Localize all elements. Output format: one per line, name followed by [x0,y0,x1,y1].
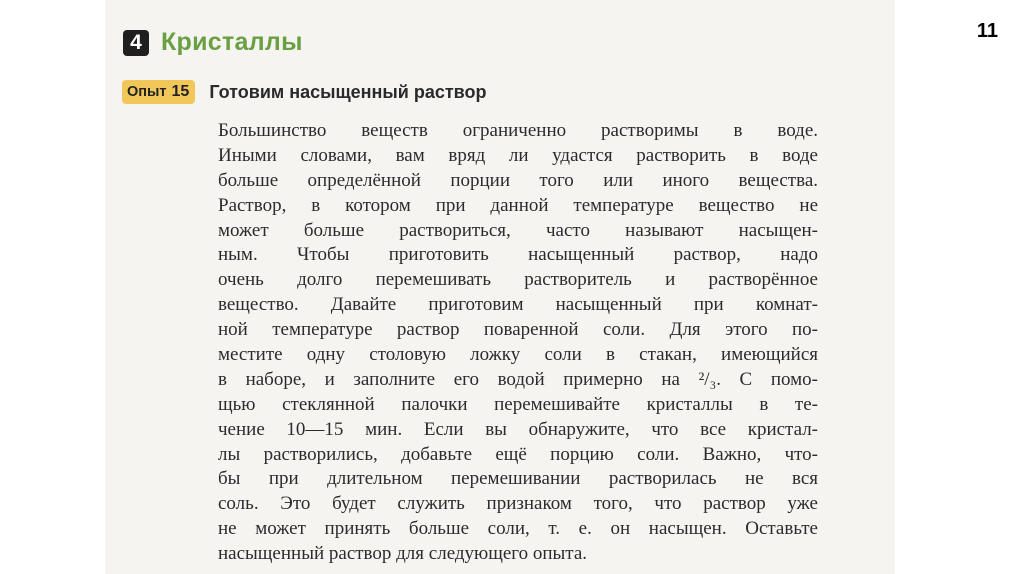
body-text-line: ной температуре раствор поваренной соли. Для этого по- [218,319,818,341]
body-text-line: насыщенный раствор для следующего опыта. [218,543,588,565]
body-text-line: не может принять больше соли, т. е. он насыщен. Оставьте [218,518,818,540]
slide-number: 11 [976,20,998,42]
chapter-number-badge: 4 [123,30,149,56]
body-text-line: Большинство веществ ограниченно растворимы в воде. [218,120,818,141]
body-text-line: в наборе, и заполните его водой примерно на ²/₃. С помо- [218,368,818,390]
textbook-page-scan [105,0,895,574]
body-text-line: очень долго перемешивать растворитель и растворённое [218,269,818,291]
body-text-line: ным. Чтобы приготовить насыщенный раствор, надо [218,244,818,266]
body-text-line: Раствор, в котором при данной температуре вещество не [218,194,818,216]
experiment-badge [122,80,195,104]
body-text-line: бы при длительном перемешивании растворилась не вся [218,468,818,490]
body-text-line: местите одну столовую ложку соли в стакан, имеющийся [218,344,818,366]
body-text-line: соль. Это будет служить признаком того, что раствор уже [218,493,818,515]
body-text-line: может больше раствориться, часто называют насыщен- [218,219,818,241]
chapter-heading [123,28,303,57]
chapter-title: Кристаллы [161,28,303,56]
experiment-badge-label: Опыт [127,84,167,100]
body-text-line: щью стеклянной палочки перемешивайте кристаллы в те- [218,393,818,415]
body-text-line: вещество. Давайте приготовим насыщенный при комнат- [218,294,818,316]
experiment-badge-number: 15 [171,83,190,100]
experiment-body-text [218,119,818,567]
body-text-line: Иными словами, вам вряд ли удастся растворить в воде [218,144,818,166]
body-text-line: лы растворились, добавьте ещё порцию соли. Важно, что- [218,443,818,465]
body-text-line: чение 10—15 мин. Если вы обнаружите, что все кристал- [218,418,818,440]
body-text-line: больше определённой порции того или иного вещества. [218,169,818,191]
experiment-title: Готовим насыщенный раствор [209,81,487,102]
experiment-heading [122,80,487,104]
